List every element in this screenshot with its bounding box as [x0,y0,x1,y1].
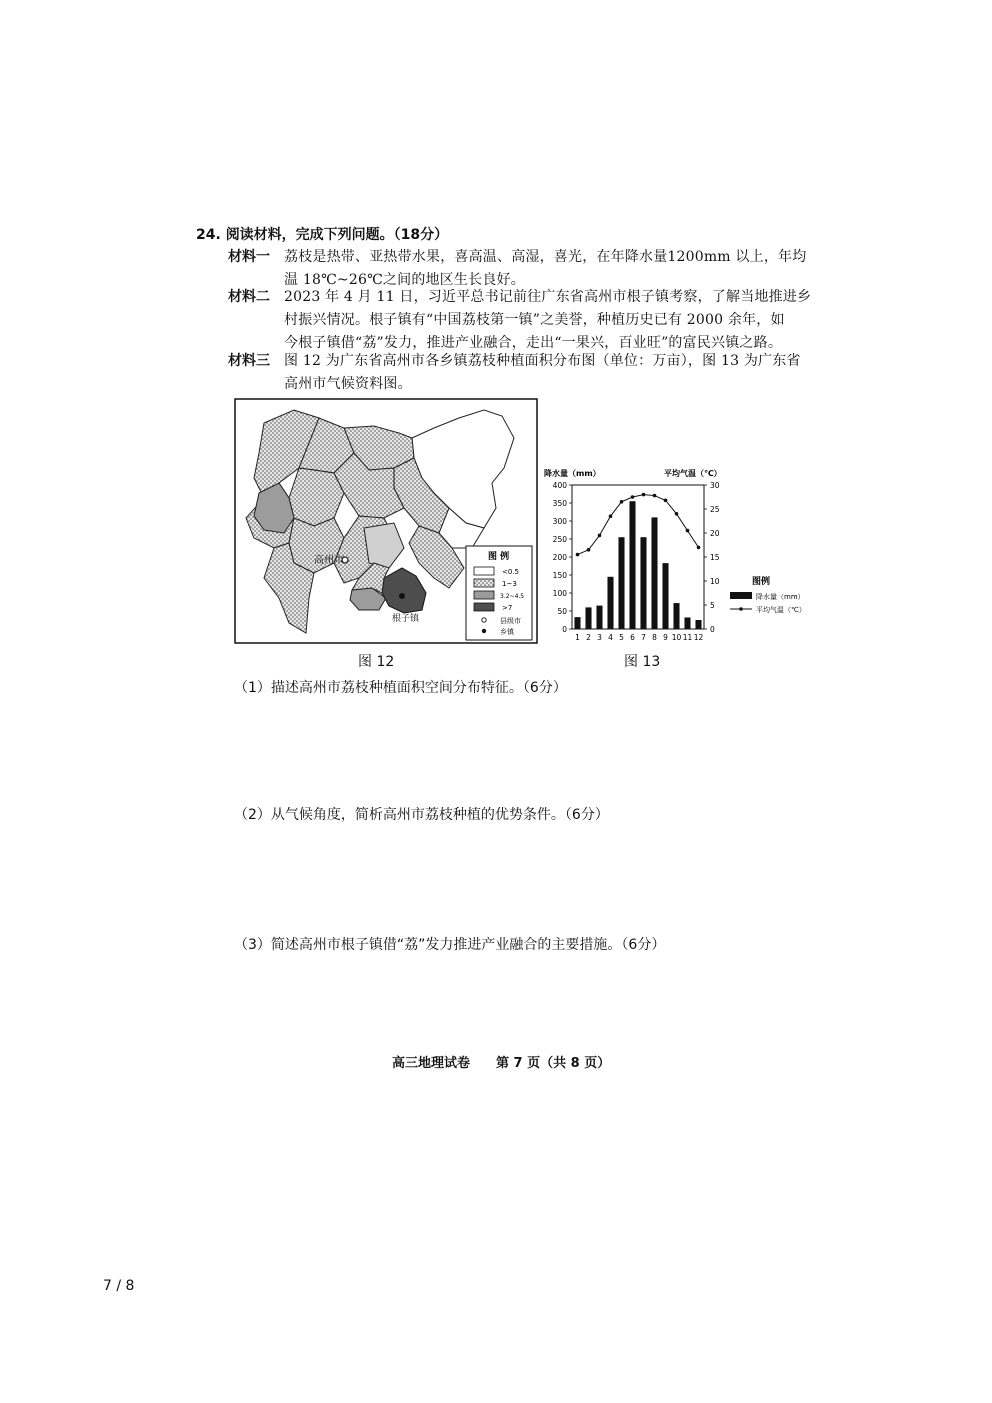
x-tick-label: 9 [663,633,668,642]
y2-tick-label: 15 [710,553,720,562]
legend-label: >7 [502,604,513,612]
legend-swatch [474,567,494,575]
temperature-point [664,499,668,503]
legend-line-marker [739,607,743,611]
x-tick-label: 7 [641,633,646,642]
question-stem: 阅读材料，完成下列问题。（18分） [225,227,449,243]
temperature-point [620,500,624,504]
legend-label: 1~3 [502,580,517,588]
question-number: 24. [196,227,221,243]
x-tick-label: 5 [619,633,624,642]
question-header [196,224,448,247]
x-tick-label: 11 [682,633,693,642]
y-tick-label: 250 [552,535,567,544]
precip-bar [585,607,591,629]
material-line: 2023 年 4 月 11 日，习近平总书记前往广东省高州市根子镇考察，了解当地推进乡 [284,289,812,305]
subquestion-2: （2）从气候角度，简析高州市荔枝种植的优势条件。（6分） [234,807,609,823]
precip-bar [640,537,646,629]
page-footer: 高三地理试卷 第 7 页（共 8 页） [392,1056,611,1071]
y-axis-label: 降水量（mm） [544,469,601,478]
legend-bar-swatch [730,592,752,599]
material-line: 图 12 为广东省高州市各乡镇荔枝种植面积分布图（单位：万亩），图 13 为广东省 [284,353,801,369]
precip-bar [673,603,679,629]
climate-chart [540,460,810,650]
chart-legend-title: 图例 [752,577,771,587]
y-tick-label: 300 [552,517,567,526]
subquestion-1: （1）描述高州市荔枝种植面积空间分布特征。（6分） [234,680,567,696]
y-tick-label: 0 [562,625,567,634]
precip-bar [662,563,668,629]
material-2 [228,286,812,355]
subquestion-3: （3）简述高州市根子镇借“荔”发力推进产业融合的主要措施。（6分） [234,937,666,953]
y2-tick-label: 25 [710,505,720,514]
y-tick-label: 350 [552,499,567,508]
y-tick-label: 200 [552,553,567,562]
temperature-point [686,529,690,533]
material-line: 今根子镇借“荔”发力，推进产业融合，走出“一果兴，百业旺”的富民兴镇之路。 [284,335,783,351]
page-number: 7 / 8 [103,1278,135,1294]
legend-swatch [474,591,494,599]
temperature-line [578,495,699,555]
y-tick-label: 150 [552,571,567,580]
y2-tick-label: 10 [710,577,720,586]
legend-label: <0.5 [502,568,519,576]
x-tick-label: 1 [575,633,580,642]
temperature-point [576,553,580,557]
legend-precip-label: 降水量（mm） [756,593,805,601]
material-label: 材料三 [228,353,270,369]
x-tick-label: 10 [671,633,682,642]
temperature-point [653,494,657,498]
town-label: 根子镇 [392,614,420,624]
temperature-point [587,548,591,552]
x-tick-label: 4 [608,633,613,642]
y-tick-label: 100 [552,589,567,598]
legend-label: 3.2~4.5 [500,593,525,600]
material-line: 高州市气候资料图。 [284,376,412,392]
y2-tick-label: 20 [710,529,720,538]
precip-bar [695,620,701,629]
city-label: 高州市 [314,555,344,566]
x-tick-label: 6 [630,633,635,642]
figure-13-caption: 图 13 [624,654,661,670]
y2-tick-label: 5 [710,601,715,610]
x-tick-label: 2 [586,633,591,642]
town-marker [399,593,405,599]
precip-bar [607,577,613,629]
material-label: 材料一 [228,249,270,265]
precip-bar [651,517,657,629]
material-label: 材料二 [228,289,270,305]
temperature-point [697,546,701,550]
precip-bar [684,617,690,629]
legend-title: 图 例 [488,552,510,562]
temperature-point [642,493,646,497]
precip-bar [629,501,635,629]
x-tick-label: 8 [652,633,657,642]
precip-bar [574,617,580,629]
lychee-area-map [234,398,538,644]
legend-town-symbol [482,629,486,633]
legend-swatch [474,579,494,587]
legend-temp-label: 平均气温（℃） [756,606,806,614]
precip-bar [618,537,624,629]
temperature-point [609,514,613,518]
x-tick-label: 3 [597,633,602,642]
material-line: 荔枝是热带、亚热带水果，喜高温、高湿，喜光，在年降水量1200mm 以上，年均 [284,249,807,265]
legend-city-symbol [482,618,486,622]
temperature-point [675,512,679,516]
legend-swatch [474,603,494,611]
y2-axis-label: 平均气温（℃） [664,469,722,478]
material-line: 温 18℃~26℃之间的地区生长良好。 [284,272,525,288]
material-line: 村振兴情况。根子镇有“中国荔枝第一镇”之美誉，种植历史已有 2000 余年，如 [284,312,785,328]
material-3 [228,350,801,396]
legend-label: 乡镇 [500,628,514,636]
legend-label: 县级市 [500,617,521,625]
figure-12-caption: 图 12 [358,654,395,670]
y-tick-label: 400 [552,481,567,490]
y2-tick-label: 30 [710,481,720,490]
y-tick-label: 50 [557,607,567,616]
y2-tick-label: 0 [710,625,715,634]
temperature-point [598,534,602,538]
plot-frame [572,485,704,629]
x-tick-label: 12 [693,633,704,642]
precip-bar [596,606,602,629]
temperature-point [631,495,635,499]
